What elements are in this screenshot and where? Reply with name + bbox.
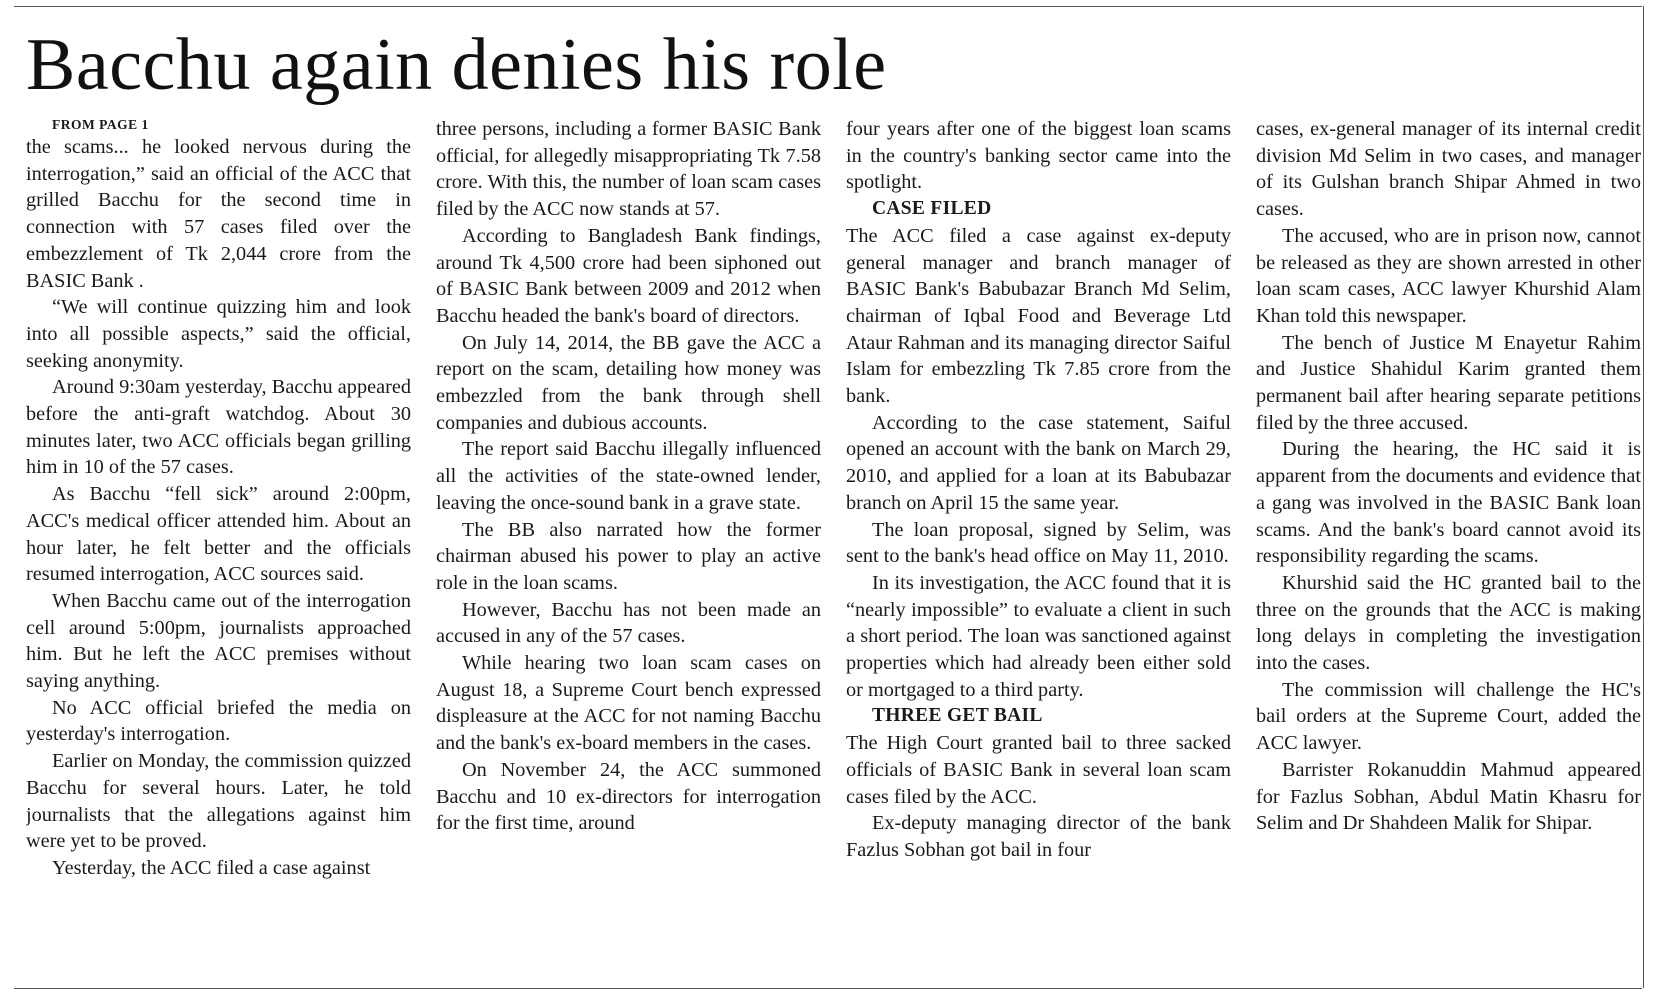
paragraph: four years after one of the biggest loan scams in the country's banking sector came into the spotlight.: [846, 118, 1231, 194]
paragraph: cases, ex-general manager of its internal credit division Md Selim in two cases, and manager of its Gulshan branch Shipar Ahmed in two cases.: [1256, 118, 1641, 221]
article-column-4: [1256, 116, 1641, 982]
paragraph: Around 9:30am yesterday, Bacchu appeared before the anti-graft watchdog. About 30 minutes later, two ACC officials began grilling him in 10 of the 57 cases.: [26, 376, 411, 479]
paragraph: No ACC official briefed the media on yesterday's interrogation.: [26, 696, 411, 746]
paragraph: While hearing two loan scam cases on August 18, a Supreme Court bench expressed displeasure at the ACC for not naming Bacchu and the bank's ex-board members in the cases.: [436, 652, 821, 755]
subhead-case-filed: CASE FILED: [872, 198, 992, 220]
paragraph: three persons, including a former BASIC Bank official, for allegedly misappropriating Tk 7.58 crore. With this, the number of loan scam cases filed by the ACC now stands at 57.: [436, 118, 821, 221]
paragraph: Barrister Rokanuddin Mahmud appeared for Fazlus Sobhan, Abdul Matin Khasru for Selim and Dr Shahdeen Malik for Shipar.: [1256, 758, 1641, 835]
paragraph: On November 24, the ACC summoned Bacchu and 10 ex-directors for interrogation for the first time, around: [436, 758, 821, 835]
paragraph: the scams... he looked nervous during the interrogation,” said an official of the ACC that grilled Bacchu for the second time in connection with 57 cases filed over the embezzlement of Tk 2,044 crore from the BASIC Bank .: [26, 136, 411, 292]
paragraph: Ex-deputy managing director of the bank Fazlus Sobhan got bail in four: [846, 812, 1231, 861]
paragraph: The accused, who are in prison now, cannot be released as they are shown arrested in other loan scam cases, ACC lawyer Khurshid Alam Khan told this newspaper.: [1256, 224, 1641, 327]
paragraph: The commission will challenge the HC's bail orders at the Supreme Court, added the ACC lawyer.: [1256, 678, 1641, 755]
paragraph: During the hearing, the HC said it is apparent from the documents and evidence that a gang was involved in the BASIC Bank loan scams. And the bank's board cannot avoid its responsibility regarding the scams.: [1256, 438, 1641, 568]
paragraph: As Bacchu “fell sick” around 2:00pm, ACC's medical officer attended him. About an hour later, he felt better and the officials resumed interrogation, ACC sources said.: [26, 483, 411, 586]
right-rule: [1643, 6, 1644, 988]
article-column-1: [26, 116, 411, 982]
paragraph: On July 14, 2014, the BB gave the ACC a report on the scam, detailing how money was embezzled from the bank through shell companies and dubious accounts.: [436, 331, 821, 434]
paragraph: The ACC filed a case against ex-deputy general manager and branch manager of BASIC Bank's Babubazar Branch Md Selim, chairman of Iqbal Food and Beverage Ltd Ataur Rahman and its managing director Saiful Islam for embezzling Tk 7.85 crore from the bank.: [846, 224, 1231, 408]
paragraph: Khurshid said the HC granted bail to the three on the grounds that the ACC is making long delays in completing the investigation into the cases.: [1256, 571, 1641, 675]
article-column-3: [846, 116, 1231, 982]
paragraph: The report said Bacchu illegally influenced all the activities of the state-owned lender, leaving the once-sound bank in a grave state.: [436, 438, 821, 514]
paragraph: According to Bangladesh Bank findings, around Tk 4,500 crore had been siphoned out of BASIC Bank between 2009 and 2012 when Bacchu headed the bank's board of directors.: [436, 224, 821, 327]
top-rule: [14, 6, 1642, 7]
subhead-three-get-bail: THREE GET BAIL: [872, 705, 1043, 727]
article-column-2: [436, 116, 821, 982]
paragraph: “We will continue quizzing him and look into all possible aspects,” said the official, seeking anonymity.: [26, 296, 411, 372]
paragraph: According to the case statement, Saiful opened an account with the bank on March 29, 2010, and applied for a loan at its Babubazar branch on April 15 the same year.: [846, 411, 1231, 514]
paragraph: Earlier on Monday, the commission quizzed Bacchu for several hours. Later, he told journalists that the allegations against him were yet to be proved.: [26, 750, 411, 853]
paragraph: The BB also narrated how the former chairman abused his power to play an active role in the loan scams.: [436, 518, 821, 594]
headline: Bacchu again denies his role: [26, 24, 887, 106]
paragraph: However, Bacchu has not been made an accused in any of the 57 cases.: [436, 598, 821, 648]
paragraph: The loan proposal, signed by Selim, was sent to the bank's head office on May 11, 2010.: [846, 518, 1231, 568]
paragraph: When Bacchu came out of the interrogation cell around 5:00pm, journalists approached him. But he left the ACC premises without saying anything.: [26, 589, 411, 693]
bottom-rule: [14, 988, 1642, 989]
paragraph: The bench of Justice M Enayetur Rahim and Justice Shahidul Karim granted them permanent bail after hearing separate petitions filed by the three accused.: [1256, 331, 1641, 434]
from-page-tag: FROM PAGE 1: [52, 117, 149, 132]
paragraph: Yesterday, the ACC filed a case against: [52, 856, 371, 879]
paragraph: In its investigation, the ACC found that it is “nearly impossible” to evaluate a client in such a short period. The loan was sanctioned against properties which had already been either sold or mortgaged to a third party.: [846, 571, 1231, 701]
paragraph: The High Court granted bail to three sacked officials of BASIC Bank in several loan scam cases filed by the ACC.: [846, 732, 1231, 808]
